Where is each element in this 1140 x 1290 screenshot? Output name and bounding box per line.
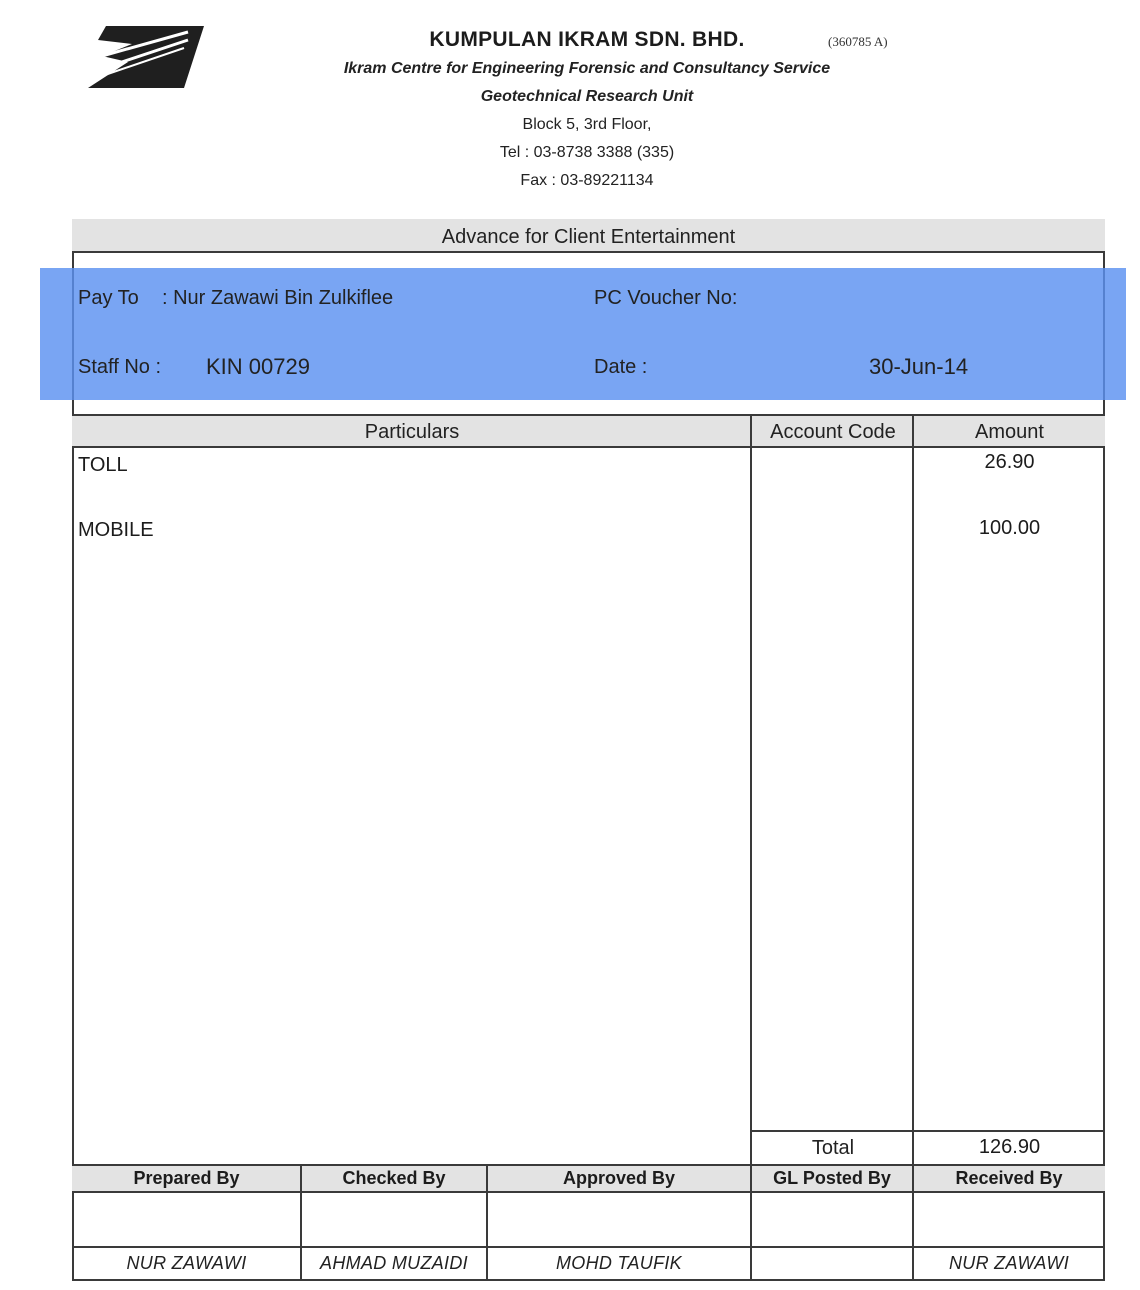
account-code-header: Account Code xyxy=(770,421,896,443)
prepared-by-name: NUR ZAWAWI xyxy=(126,1253,247,1273)
column-divider xyxy=(750,414,752,1166)
unit-name: Geotechnical Research Unit xyxy=(480,88,694,105)
pc-voucher-label: PC Voucher No: xyxy=(594,287,738,309)
gl-posted-by-header: GL Posted By xyxy=(773,1168,891,1188)
division-name: Ikram Centre for Engineering Forensic and Consultancy Service xyxy=(343,60,831,77)
checked-by-header: Checked By xyxy=(342,1168,446,1188)
staff-no-label: Staff No : xyxy=(78,356,162,378)
row-amount: 100.00 xyxy=(978,517,1041,539)
total-value: 126.90 xyxy=(978,1136,1041,1158)
company-name: KUMPULAN IKRAM SDN. BHD. xyxy=(429,28,745,51)
row-particular: TOLL xyxy=(78,454,128,476)
received-by-name: NUR ZAWAWI xyxy=(948,1253,1069,1273)
telephone-line: Tel : 03-8738 3388 (335) xyxy=(499,144,675,161)
received-by-header: Received By xyxy=(955,1168,1063,1188)
form-title: Advance for Client Entertainment xyxy=(441,226,736,248)
row-amount: 26.90 xyxy=(984,451,1035,473)
prepared-by-header: Prepared By xyxy=(133,1168,240,1188)
particulars-header: Particulars xyxy=(364,421,460,443)
date-label: Date : xyxy=(594,356,648,378)
total-divider xyxy=(750,1130,1105,1132)
checked-by-name: AHMAD MUZAIDI xyxy=(320,1253,468,1273)
approved-by-name: MOHD TAUFIK xyxy=(556,1253,682,1273)
fax-line: Fax : 03-89221134 xyxy=(520,172,654,189)
address-line: Block 5, 3rd Floor, xyxy=(522,116,652,133)
staff-no-value: KIN 00729 xyxy=(206,354,310,379)
amount-header: Amount xyxy=(975,421,1044,443)
signature-name-divider xyxy=(72,1246,1105,1248)
row-particular: MOBILE xyxy=(78,519,154,541)
registration-number: (360785 A) xyxy=(828,34,888,49)
pay-to-label: Pay To xyxy=(78,287,139,309)
column-divider xyxy=(912,414,914,1166)
pay-to-value: : Nur Zawawi Bin Zulkiflee xyxy=(162,287,394,309)
date-value: 30-Jun-14 xyxy=(869,354,969,379)
approved-by-header: Approved By xyxy=(562,1168,676,1188)
total-label: Total xyxy=(811,1137,855,1159)
